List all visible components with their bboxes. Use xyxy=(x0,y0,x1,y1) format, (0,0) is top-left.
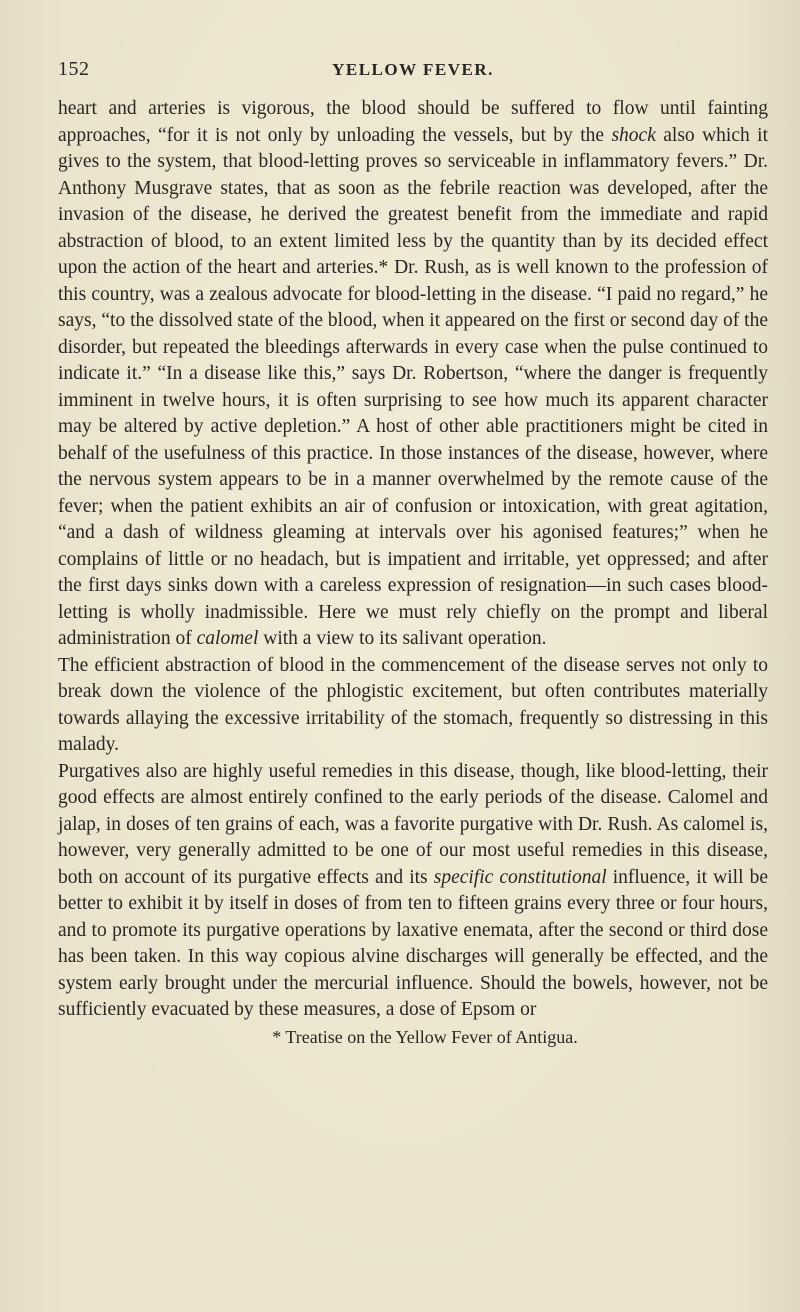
text-run: with a view to its salivant operation. xyxy=(258,628,547,649)
running-title: YELLOW FEVER. xyxy=(332,60,494,79)
running-head xyxy=(58,58,768,82)
text-run: The efficient abstraction of blood in the commencement of the disease serves not only to break down the violence of the phlogistic excitement, but often contributes materially towards allaying the excessive irritability of the stomach, frequently so distressing in this malady. xyxy=(58,654,768,755)
italic-run: specific constitutional xyxy=(433,866,607,888)
paragraph xyxy=(58,96,768,653)
text-run: Purgatives also are highly useful remedies in this disease, though, like blood-letting, their good effects are almost entirely confined to the early periods of the disease. Calomel and jalap, in doses of ten grains of each, was a favorite purgative with Dr. Rush. As calomel is, however, very generally admitted to be one of our most useful remedies in this disease, both on account of its purgative effects and its xyxy=(58,760,768,888)
paragraph xyxy=(58,759,768,1024)
body-text xyxy=(58,96,768,1024)
page-number: 152 xyxy=(58,58,90,80)
text-run: heart and arteries is vigorous, the blood should be suffered to flow until fainting approaches, “for it is not only by unloading the vessels, but by the xyxy=(58,98,768,146)
italic-run: shock xyxy=(611,124,656,146)
book-page xyxy=(58,58,768,1050)
footnote: * Treatise on the Yellow Fever of Antigua. xyxy=(272,1026,578,1047)
text-run: also which it gives to the system, that blood-letting proves so serviceable in inflammatory fevers.” Dr. Anthony Musgrave states, that as soon as the febrile reaction was developed, after the invasion of the disease, he derived the greatest benefit from the immediate and rapid abstraction of blood, to an extent limited less by the quantity than by its decided effect upon the action of the heart and arteries.* Dr. Rush, as is well known to the profession of this country, was a zealous advocate for blood-letting in the disease. “I paid no regard,” he says, “to the dissolved state of the blood, when it appeared on the first or second day of the disorder, but repeated the bleedings afterwards in every case when the pulse continued to indicate it.” “In a disease like this,” says Dr. Robertson, “where the danger is frequently imminent in twelve hours, it is often surprising to see how much its apparent character may be altered by active depletion.” A host of other able practitioners might be cited in behalf of the usefulness of this practice. In those instances of the disease, however, where the nervous system appears to be in a manner overwhelmed by the remote cause of the fever; when the patient exhibits an air of confusion or intoxication, with great agitation, “and a dash of wildness gleaming at intervals over his agonised features;” when he complains of little or no headach, but is impatient and irritable, yet oppressed; and after the first days sinks down with a careless expression of resignation—in such cases blood-letting is wholly inadmissible. Here we must rely chiefly on the prompt and liberal administration of xyxy=(58,124,769,649)
paragraph xyxy=(58,653,768,759)
text-run: influence, it will be better to exhibit it by itself in doses of from ten to fifteen grains every three or four hours, and to promote its purgative operations by laxative enemata, after the second or third dose has been taken. In this way copious alvine discharges will generally be effected, and the system early brought under the mercurial influence. Should the bowels, however, not be sufficiently evacuated by these measures, a dose of Epsom or xyxy=(58,866,768,1020)
italic-run: calomel xyxy=(196,628,259,649)
